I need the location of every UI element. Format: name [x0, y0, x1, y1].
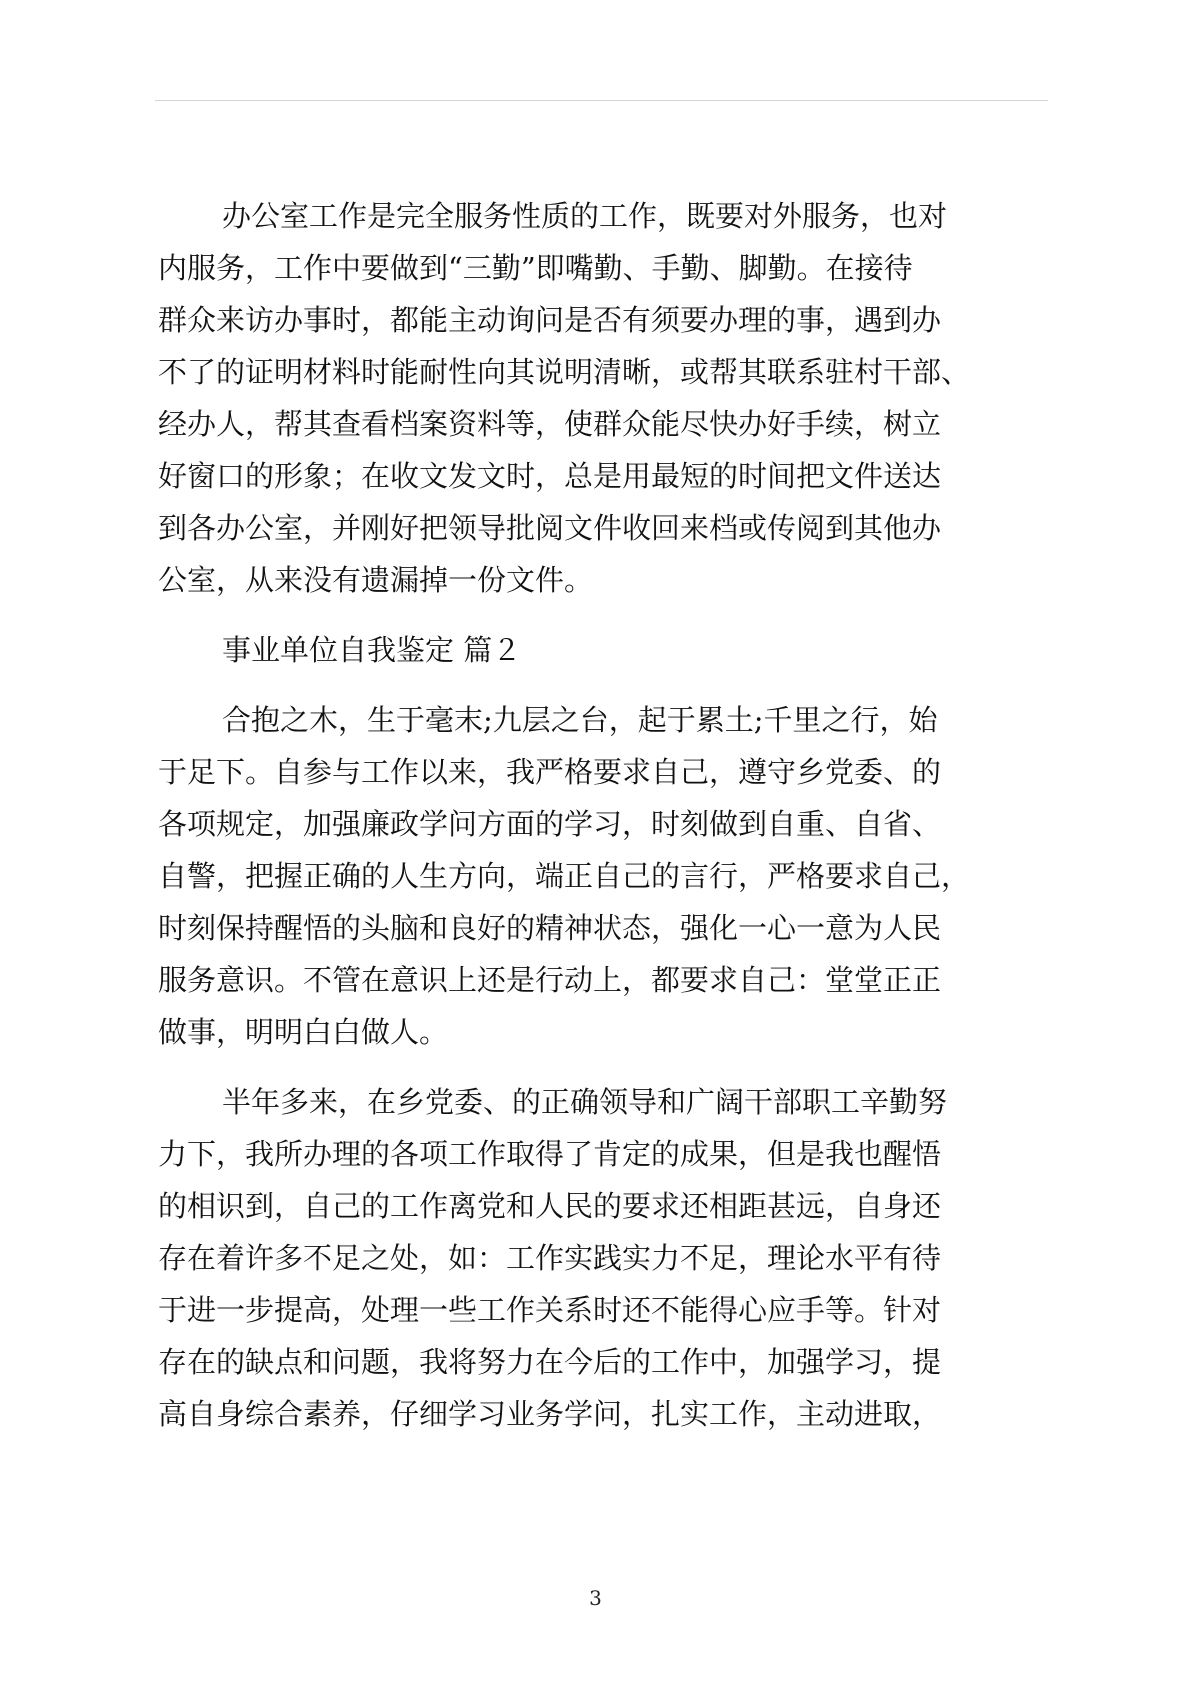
- document-body: [158, 190, 1078, 1440]
- header-rule: [155, 100, 1048, 101]
- page-number: 3: [589, 1586, 602, 1610]
- text-line: 好窗口的形象；在收文发文时，总是用最短的时间把文件送达: [158, 459, 942, 493]
- paragraph-self-discipline: [158, 694, 1078, 1058]
- text-line: 公室，从来没有遗漏掉一份文件。: [158, 563, 594, 597]
- text-line: 于足下。自参与工作以来，我严格要求自己，遵守乡党委、的: [158, 755, 942, 789]
- text-line: 内服务，工作中要做到“三勤”即嘴勤、手勤、脚勤。在接待: [158, 251, 913, 285]
- text-line: 到各办公室，并刚好把领导批阅文件收回来档或传阅到其他办: [158, 511, 942, 545]
- text-line: 服务意识。不管在意识上还是行动上，都要求自己：堂堂正正: [158, 963, 942, 997]
- section-heading: 事业单位自我鉴定 篇２: [222, 633, 522, 667]
- text-line: 的相识到，自己的工作离党和人民的要求还相距甚远，自身还: [158, 1189, 942, 1223]
- text-line: 办公室工作是完全服务性质的工作，既要对外服务，也对: [222, 199, 948, 233]
- section-heading-block: [158, 624, 1078, 676]
- text-line: 不了的证明材料时能耐性向其说明清晰，或帮其联系驻村干部、: [158, 355, 971, 389]
- text-line: 各项规定，加强廉政学问方面的学习，时刻做到自重、自省、: [158, 807, 942, 841]
- text-line: 经办人，帮其查看档案资料等，使群众能尽快办好手续，树立: [158, 407, 942, 441]
- text-line: 合抱之木，生于毫末;九层之台，起于累土;千里之行，始: [222, 703, 938, 737]
- text-line: 高自身综合素养，仔细学习业务学问，扎实工作，主动进取，: [158, 1397, 942, 1431]
- paragraph-half-year-review: [158, 1076, 1078, 1440]
- text-line: 时刻保持醒悟的头脑和良好的精神状态，强化一心一意为人民: [158, 911, 942, 945]
- paragraph-office-work: [158, 190, 1078, 606]
- text-line: 半年多来，在乡党委、的正确领导和广阔干部职工辛勤努: [222, 1085, 948, 1119]
- text-line: 做事，明明白白做人。: [158, 1015, 449, 1049]
- text-line: 于进一步提高，处理一些工作关系时还不能得心应手等。针对: [158, 1293, 942, 1327]
- text-line: 存在的缺点和问题，我将努力在今后的工作中，加强学习，提: [158, 1345, 942, 1379]
- text-line: 存在着许多不足之处，如：工作实践实力不足，理论水平有待: [158, 1241, 942, 1275]
- text-line: 群众来访办事时，都能主动询问是否有须要办理的事，遇到办: [158, 303, 942, 337]
- text-line: 自警，把握正确的人生方向，端正自己的言行，严格要求自己，: [158, 859, 971, 893]
- text-line: 力下，我所办理的各项工作取得了肯定的成果，但是我也醒悟: [158, 1137, 942, 1171]
